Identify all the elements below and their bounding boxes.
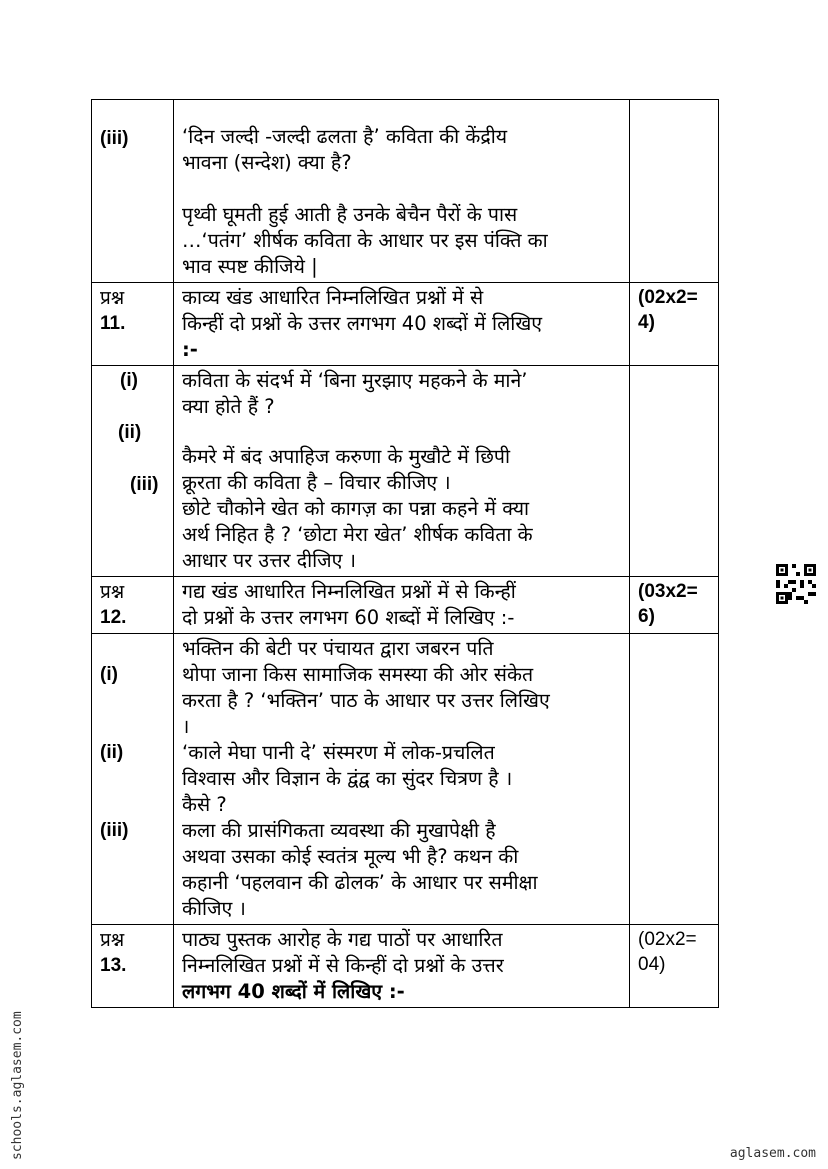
question-number	[92, 577, 174, 634]
question-number	[92, 634, 174, 925]
text-line: क्या होते हैं ?	[182, 395, 275, 418]
text-line: निम्नलिखित प्रश्नों में से किन्हीं दो प्रश्नों के उत्तर	[182, 954, 504, 977]
marks-value: 4)	[638, 312, 655, 333]
question-number	[92, 283, 174, 366]
text-line: काव्य खंड आधारित निम्नलिखित प्रश्नों में से	[182, 286, 484, 309]
question-label: प्रश्न	[100, 287, 125, 309]
subquestion-number: (iii)	[130, 474, 159, 495]
subquestion-number: (iii)	[100, 820, 129, 841]
marks-cell	[630, 100, 719, 283]
marks-cell	[630, 283, 719, 366]
text-line: कला की प्रासंगिकता व्यवस्था की मुखापेक्षी है	[182, 819, 496, 842]
subquestion-number: (ii)	[118, 422, 142, 443]
subquestion-number: (iii)	[100, 128, 129, 149]
question-row-11	[92, 283, 719, 366]
text-line: पाठ्य पुस्तक आरोह के गद्य पाठों पर आधारित	[182, 928, 503, 951]
question-number-value: 13.	[100, 955, 127, 976]
question-table	[91, 99, 719, 1008]
question-row-12	[92, 577, 719, 634]
question-row-13	[92, 925, 719, 1008]
subquestion-number: (i)	[120, 370, 138, 391]
text-line: …‘पतंग’ शीर्षक कविता के आधार पर इस पंक्ति का	[182, 229, 548, 252]
question-text	[174, 925, 630, 1008]
question-text	[174, 577, 630, 634]
text-line: कैमरे में बंद अपाहिज करुणा के मुखौटे में छिपी	[182, 445, 511, 468]
subquestions-row	[92, 634, 719, 925]
text-line: अर्थ निहित है ? ‘छोटा मेरा खेत’ शीर्षक कविता के	[182, 523, 533, 546]
marks-value: (02x2=	[638, 287, 698, 308]
subquestions-row	[92, 366, 719, 577]
subquestion-number: (i)	[100, 664, 118, 685]
text-line: पृथ्वी घूमती हुई आती है उनके बेचैन पैरों के पास	[182, 203, 518, 226]
question-label: प्रश्न	[100, 929, 125, 951]
text-line: आधार पर उत्तर दीजिए ।	[182, 549, 357, 572]
text-line: किन्हीं दो प्रश्नों के उत्तर लगभग 40 शब्दों में लिखिए	[182, 312, 543, 335]
marks-cell	[630, 634, 719, 925]
side-watermark: schools.aglasem.com	[10, 1011, 25, 1160]
marks-cell	[630, 366, 719, 577]
text-line: ‘दिन जल्दी -जल्दी ढलता है’ कविता की केंद्रीय	[182, 125, 508, 148]
question-number	[92, 925, 174, 1008]
text-line: भावना (सन्देश) क्या है?	[182, 151, 352, 174]
text-line: छोटे चौकोने खेत को कागज़ का पन्ना कहने में क्या	[182, 497, 530, 520]
question-number	[92, 366, 174, 577]
text-line: लगभग 40 शब्दों में लिखिए :-	[182, 980, 405, 1003]
text-line: करता है ? ‘भक्तिन’ पाठ के आधार पर उत्तर लिखिए	[182, 689, 550, 712]
text-line: :-	[182, 338, 198, 361]
text-line: कहानी ‘पहलवान की ढोलक’ के आधार पर समीक्षा	[182, 871, 538, 894]
text-line: कविता के संदर्भ में ‘बिना मुरझाए महकने के माने’	[182, 369, 528, 392]
question-number-value: 11.	[100, 313, 126, 334]
marks-cell	[630, 925, 719, 1008]
question-label: प्रश्न	[100, 581, 125, 603]
text-line: भाव स्पष्ट कीजिये |	[182, 255, 318, 278]
text-line: क्रूरता की कविता है – विचार कीजिए ।	[182, 471, 451, 494]
qr-code-icon	[776, 564, 816, 604]
text-line: थोपा जाना किस सामाजिक समस्या की ओर संकेत	[182, 663, 534, 686]
text-line: अथवा उसका कोई स्वतंत्र मूल्य भी है? कथन की	[182, 845, 519, 868]
text-line: ।	[182, 715, 190, 738]
marks-value: (03x2=	[638, 581, 698, 602]
bottom-watermark: aglasem.com	[729, 1146, 816, 1161]
question-text	[174, 634, 630, 925]
question-number	[92, 100, 174, 283]
text-line: कैसे ?	[182, 793, 227, 816]
marks-value: (02x2=	[638, 929, 697, 950]
text-line: ‘काले मेघा पानी दे’ संस्मरण में लोक-प्रचलित	[182, 741, 495, 764]
text-line: विश्वास और विज्ञान के द्वंद्व का सुंदर चित्रण है ।	[182, 767, 513, 790]
question-row-iii	[92, 100, 719, 283]
question-text	[174, 366, 630, 577]
marks-cell	[630, 577, 719, 634]
subquestion-number: (ii)	[100, 742, 124, 763]
text-line: गद्य खंड आधारित निम्नलिखित प्रश्नों में से किन्हीं	[182, 580, 516, 603]
question-number-value: 12.	[100, 607, 127, 628]
text-line: भक्तिन की बेटी पर पंचायत द्वारा जबरन पति	[182, 637, 494, 660]
text-line: दो प्रश्नों के उत्तर लगभग 60 शब्दों में लिखिए :-	[182, 606, 515, 629]
text-line: कीजिए ।	[182, 897, 246, 920]
marks-value: 04)	[638, 954, 666, 975]
marks-value: 6)	[638, 606, 655, 627]
question-text	[174, 100, 630, 283]
question-text	[174, 283, 630, 366]
